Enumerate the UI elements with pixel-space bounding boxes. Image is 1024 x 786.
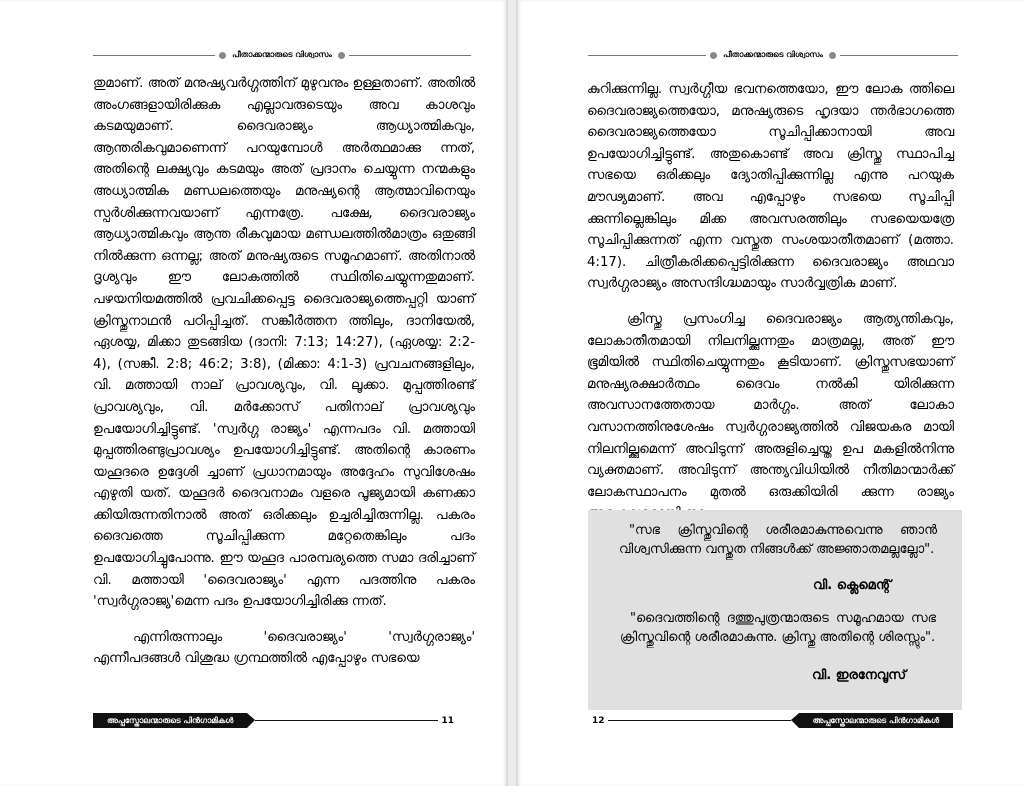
footer-arrow-icon [247, 713, 255, 728]
paragraph: തുമാണ്. അത് മനുഷ്യവർഗ്ഗത്തിന് മുഴുവനും ഉള്ളതാണ്. അതിൽ അംഗങ്ങളായിരിക്കുക എല്ലാവരുടെയും അവ കാശവും കടമയുമാണ്. ദൈവരാജ്യം ആധ്യാത്മികവും, ആന്തരികവുമാണെന്ന് പറയുമ്പോൾ അർത്ഥമാക്കു ന്നത്, അതിന്റെ ലക്ഷ്യവും കടമയും അത് പ്രദാനം ചെയ്യുന്ന നന്മകളും അധ്യാത്മിക മണ്ഡലത്തെയും മനുഷ്യന്റെ ആത്മാവിനെയും സ്പർശിക്കുന്നവയാണ് എന്നത്രേ. പക്ഷേ, ദൈവരാജ്യം ആധ്യാത്മികവും ആന്ത രീകവുമായ മണ്ഡലത്തിൽമാത്രം ഒതുങ്ങി നിൽക്കുന്ന ഒന്നല്ല; അത് മനുഷ്യരുടെ സമൂഹമാണ്. അതിനാൽ ദൃശ്യവും ഈ ലോകത്തിൽ സ്ഥിതിചെയ്യുന്നതുമാണ്. പഴയനിയമത്തിൽ പ്രവചിക്കപ്പെട്ട ദൈവരാജ്യത്തെപ്പറ്റി യാണ് ക്രിസ്തുനാഥൻ പഠിപ്പിച്ചത്. സങ്കീർത്തന ത്തിലും, ദാനിയേൽ, ഏശയ്യ, മിക്കാ തുടങ്ങിയ (ദാനി: 7:13; 14:27), (ഏശയ്യ: 2:2-4), (സങ്കീ. 2:8; 46:2; 3:8), (മിക്കാ: 4:1-3) പ്രവചനങ്ങളിലും, വി. മത്തായി നാല് പ്രാവശ്യവും, വി. ലൂക്കാ. മുപ്പത്തിരണ്ട് പ്രാവശ്യവും, വി. മർക്കോസ് പതിനാല് പ്രാവശ്യവും ഉപയോഗിച്ചിട്ടുണ്ട്. 'സ്വർഗ്ഗ രാജ്യം' എന്നപദം വി. മത്തായി മുപ്പത്തിരണ്ടുപ്രാവശ്യം ഉപയോഗിച്ചിട്ടുണ്ട്. അതിന്റെ കാരണം യഹൂദരെ ഉദ്ദേശി ച്ചാണ് പ്രധാനമായും അദ്ദേഹം സുവിശേഷം എഴുതി യത്. യഹൂദർ ദൈവനാമം വളരെ പൂജ്യമായി കണക്കാ ക്കിയിരുന്നതിനാൽ അത് ഒരിക്കലും ഉച്ചരിച്ചിരുന്നില്ല. പകരം ദൈവത്തെ സൂചിപ്പിക്കുന്ന മറ്റേതെങ്കിലും പദം ഉപയോഗിച്ചുപോന്നു. ഈ യഹൂദ പാരമ്പര്യത്തെ സമാ ദരിച്ചാണ് വി. മത്തായി 'ദൈവരാജ്യം' എന്ന പദത്തിനു പകരം 'സ്വർഗ്ഗരാജ്യ'മെന്ന പദം ഉപയോഗിച്ചിരിക്കു ന്നത്. [93, 76, 476, 610]
running-head-title: പീതാക്കന്മാരുടെ വിശ്വാസം [232, 50, 332, 59]
quote-text: "ദൈവത്തിന്റെ ദത്തുപുത്രന്മാരുടെ സമൂഹമായ സഭ ക്രിസ്തുവിന്റെ ശരീരമാകുന്നു. ക്രിസ്തു അതിന്റെ ശിരസ്സും". [620, 611, 936, 645]
running-head-title: പീതാക്കന്മാരുടെ വിശ്വാസം [723, 50, 823, 59]
right-footer [589, 711, 953, 730]
left-running-head [93, 48, 471, 62]
footer-arrow-icon [791, 713, 799, 728]
quote-author: വി. ക്ലെമെന്റ് [813, 578, 892, 593]
right-running-head [588, 48, 958, 62]
paragraph: കുറിക്കുന്നില്ല. സ്വർഗ്ഗീയ ഭവനത്തെയോ, ഈ ലോക ത്തിലെ ദൈവരാജ്യത്തെയോ, മനുഷ്യരുടെ ഹൃദയാ ന്തർഭാഗത്തെ ദൈവരാജ്യത്തെയോ സൂചിപ്പിക്കാനായി അവ ഉപയോഗിച്ചിട്ടുണ്ട്. അതുകൊണ്ട് അവ ക്രിസ്തു സ്ഥാപിച്ച സഭയെ ഒരിക്കലും ദ്യോതിപ്പിക്കുന്നില്ല എന്നു പറയുക മൗഢ്യമാണ്. അവ എപ്പോഴും സഭയെ സൂചിപ്പി ക്കുന്നില്ലെങ്കിലും മിക്ക അവസരത്തിലും സഭയെയത്രേ സൂചിപ്പിക്കുന്നത് എന്ന വസ്തുത സംശയാതീതമാണ് (മത്താ. 4:17). ചിത്രീകരിക്കപ്പെട്ടിരിക്കുന്ന ദൈവരാജ്യം അഥവാ സ്വർഗ്ഗരാജ്യം അസന്ദിഗ്ദ്ധമായും സാർവ്വത്രിക മാണ്. [587, 82, 954, 292]
footer-title: അപ്പസ്തോലന്മാരുടെ പിൻഗാമികൾ [799, 713, 953, 728]
footer-title: അപ്പസ്തോലന്മാരുടെ പിൻഗാമികൾ [93, 713, 247, 728]
right-body-text [587, 79, 954, 525]
quote-author: വി. ഇരനേവൂസ് [812, 668, 907, 683]
page-number: 11 [441, 715, 454, 726]
page-number: 12 [592, 715, 605, 726]
paragraph: ക്രിസ്തു പ്രസംഗിച്ച ദൈവരാജ്യം ആത്യന്തികവും, ലോകാതീതമായി നിലനില്ക്കുന്നതും മാത്രമല്ല, അത് ഈ ഭൂമിയിൽ സ്ഥിതിചെയ്യുന്നതും കൂടിയാണ്. ക്രിസ്തുസഭയാണ് മനുഷ്യരക്ഷാർത്ഥം ദൈവം നൽകി യിരിക്കുന്ന അവസാനത്തേതായ മാർഗ്ഗം. അത് ലോകാ വസാനത്തിനുശേഷം സ്വർഗ്ഗരാജ്യത്തിൽ വിജയകര മായി നിലനില്ക്കുമെന്ന് അവിടുന്ന് അരുളിച്ചെയ്ത ഉപ മകളിൽനിന്നു വ്യക്തമാണ്. അവിടുന്ന് അന്ത്യവിധിയിൽ നീതിമാന്മാർക്ക് ലോകസ്ഥാപനം മുതൽ ഒരുക്കിയിരി ക്കുന്ന രാജ്യം [587, 311, 954, 500]
left-footer [93, 711, 457, 730]
quote-text: "സഭ ക്രിസ്തുവിന്റെ ശരീരമാകുന്നുവെന്നു ഞാൻ വിശ്വസിക്കുന്ന വസ്തുത നിങ്ങൾക്ക് അജ്ഞാതമല്ലല്ലോ". [619, 523, 937, 557]
paragraph: എന്നിരുന്നാലും 'ദൈവരാജ്യം' 'സ്വർഗ്ഗരാജ്യം' എന്നീപദങ്ങൾ വിശുദ്ധ ഗ്രന്ഥത്തിൽ എപ്പോഴും സഭയെ [93, 629, 475, 667]
left-body-text [93, 73, 475, 670]
book-gutter [508, 0, 516, 786]
